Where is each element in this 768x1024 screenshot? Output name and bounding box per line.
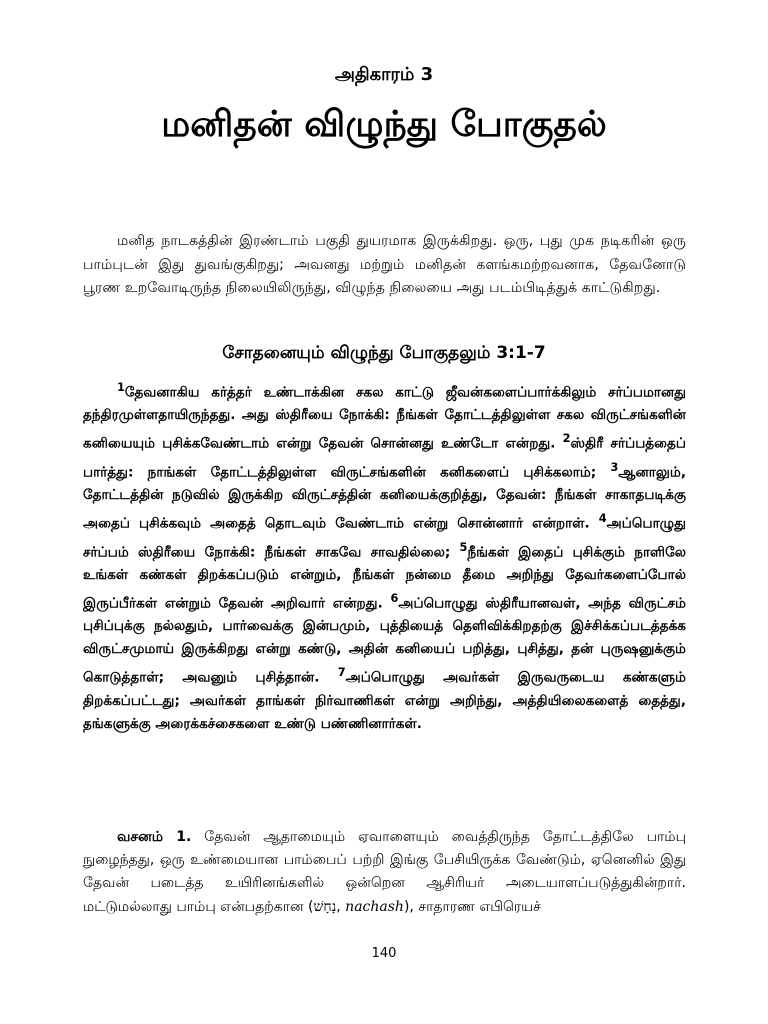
verse-number: 4 bbox=[598, 511, 607, 526]
scripture-passage bbox=[83, 376, 686, 735]
page-number: 140 bbox=[371, 946, 397, 961]
commentary-text-end: ), சாதாரண எபிரெயச் bbox=[403, 898, 541, 915]
verse-text: ஸ்திரீ சர்ப்பத்தைப் பார்த்து: நாங்கள் தோட்டத்திலுள்ள விருட்சங்களின் கனிகளைப் புசிக்கலாம்; bbox=[83, 435, 686, 481]
verse-number: 7 bbox=[337, 665, 346, 680]
verse-number: 5 bbox=[459, 539, 468, 554]
verse-text: நீங்கள் இதைப் புசிக்கும் நாளிலே உங்கள் கண்கள் திறக்கப்படும் என்றும், நீங்கள் நன்மை தீமை அறிந்து தேவர்களைப்போல் இருப்பீர்கள் என்றும் தேவன் அறிவார் என்றது. bbox=[83, 544, 687, 612]
verse-reference: வசனம் 1. bbox=[117, 829, 192, 845]
verse-text: ஆனாலும், தோட்டத்தின் நடுவில் இருக்கிற விருட்சத்தின் கனியைக்குறித்து, தேவன்: நீங்கள் சாகாதபடிக்கு அதைப் புசிக்கவும் அதைத் தொடவும் வேண்டாம் என்று சொன்னார் என்றாள். bbox=[83, 464, 686, 532]
chapter-title: மனிதன் விழுந்து போகுதல் bbox=[161, 104, 607, 145]
commentary-paragraph bbox=[83, 826, 686, 919]
verse-text: அப்பொழுது ஸ்திரீயானவள், அந்த விருட்சம் புசிப்புக்கு நல்லதும், பார்வைக்கு இன்பமும், புத்தியைத் தெளிவிக்கிறதற்கு இச்சிக்கப்படத்தக்க விருட்சமுமாய் இருக்கிறது என்று கண்டு, அதின் கனியைப் பறித்து, புசித்து, தன் புருஷனுக்கும் கொடுத்தாள்; அவனும் புசித்தான். bbox=[83, 595, 686, 686]
verse-number: 1 bbox=[117, 380, 125, 394]
commentary-text: தேவன் ஆதாமையும் ஏவாளையும் வைத்திருந்த தோட்டத்திலே பாம்பு நுழைந்தது, ஒரு உண்மையான பாம்பைப் பற்றி இங்கு பேசியிருக்க வேண்டும், ஏனெனில் இது தேவன் படைத்த உயிரினங்களில் ஒன்றென ஆசிரியர் அடையாளப்படுத்துகின்றார். மட்டுமல்லாது பாம்பு என்பதற்கான ( bbox=[83, 829, 686, 915]
intro-paragraph: மனித நாடகத்தின் இரண்டாம் பகுதி துயரமாக இருக்கிறது. ஒரு, புது முக நடிகரின் ஒரு பாம்புடன் இது துவங்குகிறது; அவனது மற்றும் மனிதன் களங்கமற்றவனாக, தேவனோடு பூரண உறவோடிருந்த நிலையிலிருந்து, விழுந்த நிலையை அது படம்பிடித்துக் காட்டுகிறது. bbox=[83, 233, 686, 296]
transliteration: nachash bbox=[345, 898, 404, 915]
verse-number: 3 bbox=[610, 459, 619, 474]
section-heading: சோதனையும் விழுந்து போகுதலும் 3:1-7 bbox=[222, 343, 546, 363]
hebrew-word: נָחָשׁ bbox=[313, 898, 337, 915]
verse-text: தேவனாகிய கர்த்தர் உண்டாக்கின சகல காட்டு ஜீவன்களைப்பார்க்கிலும் சர்ப்பமானது தந்திரமுள்ளதாயிருந்தது. அது ஸ்திரீயை நோக்கி: நீங்கள் தோட்டத்திலுள்ள சகல விருட்சங்களின் கனியையும் புசிக்கவேண்டாம் என்று தேவன் சொன்னது உண்டோ என்றது. bbox=[83, 384, 686, 452]
verse-number: 2 bbox=[562, 431, 571, 446]
chapter-label: அதிகாரம் 3 bbox=[334, 64, 434, 85]
verse-text: அப்பொழுது சர்ப்பம் ஸ்திரீயை நோக்கி: நீங்கள் சாகவே சாவதில்லை; bbox=[83, 515, 686, 561]
verse-number: 6 bbox=[390, 590, 399, 605]
separator: , bbox=[336, 898, 346, 915]
verse-text: அப்பொழுது அவர்கள் இருவருடைய கண்களும் திறக்கப்பட்டது; அவர்கள் தாங்கள் நிர்வாணிகள் என்று அறிந்து, அத்தியிலைகளைத் தைத்து, தங்களுக்கு அரைக்கச்சைகளை உண்டு பண்ணினார்கள். bbox=[83, 669, 686, 732]
